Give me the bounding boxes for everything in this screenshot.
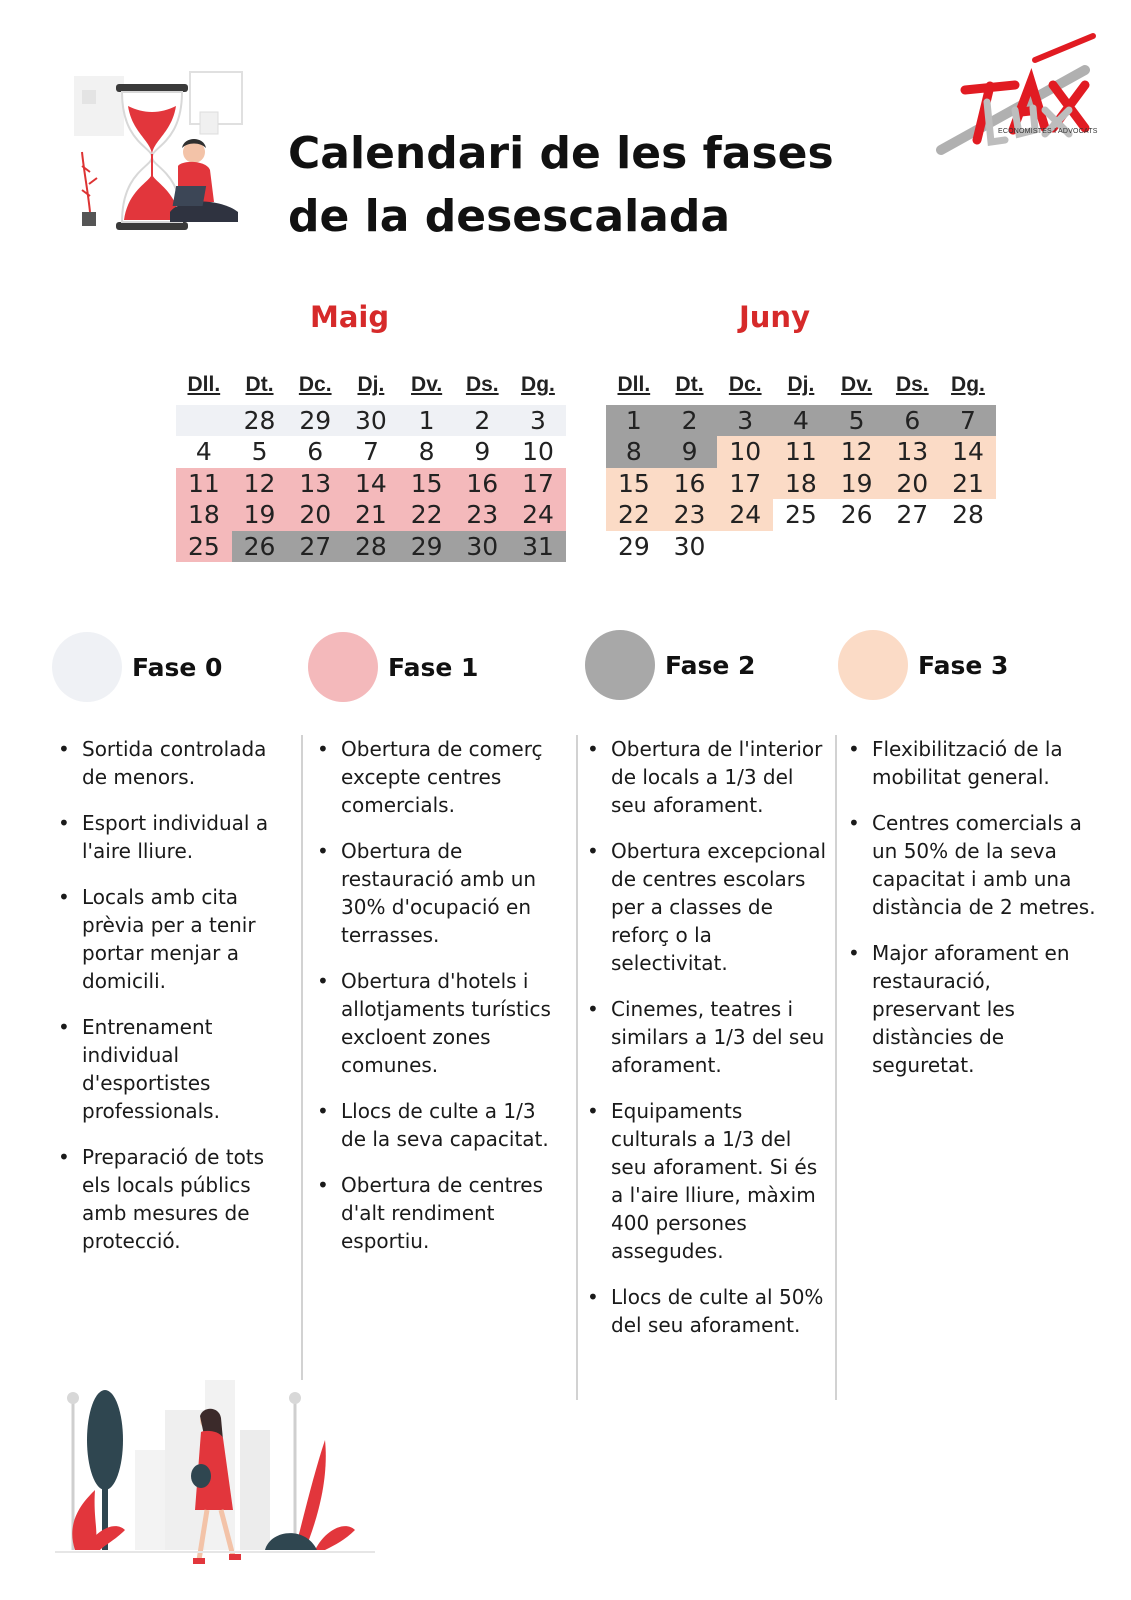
calendar-day: 17 bbox=[510, 468, 566, 499]
calendar-week bbox=[176, 499, 566, 530]
calendar-day: 4 bbox=[773, 405, 829, 436]
list-item: • Obertura de l'interior de locals a 1/3 del seu aforament. bbox=[585, 735, 827, 819]
calendar-day: 13 bbox=[884, 436, 940, 467]
calendar-day: 21 bbox=[343, 499, 399, 530]
calendar-day: 11 bbox=[176, 468, 232, 499]
company-logo bbox=[935, 30, 1100, 165]
calendar-day: 9 bbox=[474, 437, 491, 467]
weekday-label: Dj. bbox=[357, 373, 385, 396]
phase-0-label: Fase 0 bbox=[132, 652, 223, 682]
phase-2-list bbox=[585, 735, 827, 1357]
column-divider bbox=[576, 735, 578, 1400]
calendar-day: 31 bbox=[510, 531, 566, 562]
weekday-header bbox=[176, 373, 566, 405]
calendar-june bbox=[606, 373, 996, 562]
calendar-day: 25 bbox=[176, 531, 232, 562]
calendar-day: 27 bbox=[896, 500, 929, 530]
calendar-day: 22 bbox=[606, 499, 662, 530]
calendar-day: 15 bbox=[399, 468, 455, 499]
calendar-day: 2 bbox=[454, 405, 510, 436]
weekday-label: Dc. bbox=[728, 373, 762, 396]
calendar-day: 19 bbox=[232, 499, 288, 530]
calendar-day: 23 bbox=[662, 499, 718, 530]
calendar-day: 12 bbox=[232, 468, 288, 499]
calendar-day: 9 bbox=[662, 436, 718, 467]
logo-subtitle: ECONOMISTES I ADVOCATS bbox=[998, 128, 1098, 135]
calendar-day: 1 bbox=[606, 405, 662, 436]
list-item: • Preparació de tots els locals públics amb mesures de protecció. bbox=[56, 1143, 288, 1255]
weekday-label: Ds. bbox=[465, 373, 499, 396]
weekday-label: Dt. bbox=[675, 373, 704, 396]
list-item: • Obertura de centres d'alt rendiment esportiu. bbox=[315, 1171, 565, 1255]
phase-3-dot bbox=[838, 630, 908, 700]
weekday-label: Dll. bbox=[187, 373, 221, 396]
phase-1-list bbox=[315, 735, 565, 1273]
calendar-day: 19 bbox=[829, 468, 885, 499]
calendar-day: 29 bbox=[287, 405, 343, 436]
phase-0-list bbox=[56, 735, 288, 1273]
phase-1-label: Fase 1 bbox=[388, 652, 479, 682]
column-divider bbox=[835, 735, 837, 1400]
phase-2-dot bbox=[585, 630, 655, 700]
calendar-day: 24 bbox=[717, 499, 773, 530]
calendar-day: 10 bbox=[717, 436, 773, 467]
calendar-day: 23 bbox=[454, 499, 510, 530]
calendar-day: 26 bbox=[840, 500, 873, 530]
phase-1-header bbox=[308, 632, 478, 702]
city-walk-illustration bbox=[55, 1380, 375, 1580]
phase-3-header bbox=[838, 630, 1008, 700]
list-item: • Obertura de restauració amb un 30% d'ocupació en terrasses. bbox=[315, 837, 565, 949]
phase-3-label: Fase 3 bbox=[918, 650, 1009, 680]
phase-2-header bbox=[585, 630, 755, 700]
calendar-day: 22 bbox=[399, 499, 455, 530]
calendar-day: 4 bbox=[195, 437, 212, 467]
month-title-june: Juny bbox=[739, 300, 810, 334]
list-item: • Esport individual a l'aire lliure. bbox=[56, 809, 288, 865]
calendar-day: 16 bbox=[662, 468, 718, 499]
calendar-week bbox=[606, 468, 996, 499]
calendar-day: 29 bbox=[617, 531, 650, 561]
column-divider bbox=[301, 735, 303, 1380]
phase-1-dot bbox=[308, 632, 378, 702]
calendar-day: 7 bbox=[940, 405, 996, 436]
list-item: • Flexibilització de la mobilitat general. bbox=[846, 735, 1096, 791]
title-line-1: Calendari de les fases bbox=[288, 128, 834, 179]
list-item: • Cinemes, teatres i similars a 1/3 del seu aforament. bbox=[585, 995, 827, 1079]
calendar-day: 5 bbox=[251, 437, 268, 467]
weekday-label: Dv. bbox=[411, 373, 443, 396]
calendar-week bbox=[176, 405, 566, 436]
calendar-day bbox=[176, 405, 232, 436]
phase-3-list bbox=[846, 735, 1096, 1097]
calendar-day: 20 bbox=[884, 468, 940, 499]
calendar-day: 17 bbox=[717, 468, 773, 499]
calendar-day: 30 bbox=[673, 531, 706, 561]
calendar-day: 1 bbox=[399, 405, 455, 436]
phase-0-header bbox=[52, 632, 222, 702]
calendar-day: 16 bbox=[454, 468, 510, 499]
weekday-label: Dc. bbox=[298, 373, 332, 396]
weekday-label: Dg. bbox=[951, 373, 985, 396]
list-item: • Obertura de comerç excepte centres comercials. bbox=[315, 735, 565, 819]
phase-2-label: Fase 2 bbox=[665, 650, 756, 680]
list-item: • Llocs de culte a 1/3 de la seva capacitat. bbox=[315, 1097, 565, 1153]
page-title bbox=[288, 122, 848, 248]
list-item: • Sortida controlada de menors. bbox=[56, 735, 288, 791]
list-item: • Major aforament en restauració, preservant les distàncies de seguretat. bbox=[846, 939, 1096, 1079]
list-item: • Equipaments culturals a 1/3 del seu aforament. Si és a l'aire lliure, màxim 400 persones assegudes. bbox=[585, 1097, 827, 1265]
calendar-day: 25 bbox=[785, 500, 817, 530]
calendar-day: 14 bbox=[343, 468, 399, 499]
calendar-week bbox=[176, 468, 566, 499]
weekday-label: Dg. bbox=[521, 373, 555, 396]
calendar-day: 18 bbox=[773, 468, 829, 499]
weekday-label: Dv. bbox=[841, 373, 873, 396]
calendar-week bbox=[606, 436, 996, 467]
calendar-day: 3 bbox=[717, 405, 773, 436]
phase-0-dot bbox=[52, 632, 122, 702]
calendar-day: 2 bbox=[662, 405, 718, 436]
calendar-day: 5 bbox=[829, 405, 885, 436]
title-line-2: de la desescalada bbox=[288, 191, 731, 242]
calendar-may bbox=[176, 373, 566, 562]
calendar-day: 7 bbox=[362, 437, 379, 467]
weekday-label: Dj. bbox=[787, 373, 815, 396]
weekday-label: Ds. bbox=[895, 373, 929, 396]
calendar-day: 20 bbox=[287, 499, 343, 530]
calendar-day: 3 bbox=[510, 405, 566, 436]
calendar-day: 29 bbox=[399, 531, 455, 562]
calendar-day: 21 bbox=[940, 468, 996, 499]
calendar-day: 6 bbox=[307, 437, 324, 467]
calendar-week bbox=[606, 405, 996, 436]
calendar-week bbox=[176, 436, 566, 467]
month-title-may: Maig bbox=[310, 300, 390, 334]
weekday-label: Dt. bbox=[245, 373, 274, 396]
calendar-week bbox=[176, 531, 566, 562]
calendar-day: 13 bbox=[287, 468, 343, 499]
calendar-day: 12 bbox=[829, 436, 885, 467]
list-item: • Llocs de culte al 50% del seu aforament. bbox=[585, 1283, 827, 1339]
weekday-label: Dll. bbox=[617, 373, 651, 396]
calendar-week bbox=[606, 531, 996, 562]
list-item: • Locals amb cita prèvia per a tenir portar menjar a domicili. bbox=[56, 883, 288, 995]
calendar-day: 24 bbox=[510, 499, 566, 530]
calendar-day: 28 bbox=[232, 405, 288, 436]
calendar-day: 11 bbox=[773, 436, 829, 467]
calendar-day: 28 bbox=[343, 531, 399, 562]
calendar-day: 30 bbox=[343, 405, 399, 436]
list-item: • Obertura excepcional de centres escolars per a classes de reforç o la selectivitat. bbox=[585, 837, 827, 977]
calendar-day: 8 bbox=[606, 436, 662, 467]
calendar-week bbox=[606, 499, 996, 530]
hourglass-illustration bbox=[70, 62, 250, 237]
list-item: • Obertura d'hotels i allotjaments turístics excloent zones comunes. bbox=[315, 967, 565, 1079]
calendar-day: 18 bbox=[176, 499, 232, 530]
calendar-day: 28 bbox=[952, 500, 984, 530]
calendar-day: 10 bbox=[522, 437, 554, 467]
list-item: • Entrenament individual d'esportistes professionals. bbox=[56, 1013, 288, 1125]
calendar-day: 26 bbox=[232, 531, 288, 562]
calendar-day: 8 bbox=[418, 437, 435, 467]
calendar-day: 15 bbox=[606, 468, 662, 499]
calendar-day: 6 bbox=[884, 405, 940, 436]
calendar-day: 14 bbox=[940, 436, 996, 467]
calendar-day: 30 bbox=[454, 531, 510, 562]
calendar-day: 27 bbox=[287, 531, 343, 562]
weekday-header bbox=[606, 373, 996, 405]
list-item: • Centres comercials a un 50% de la seva capacitat i amb una distància de 2 metres. bbox=[846, 809, 1096, 921]
